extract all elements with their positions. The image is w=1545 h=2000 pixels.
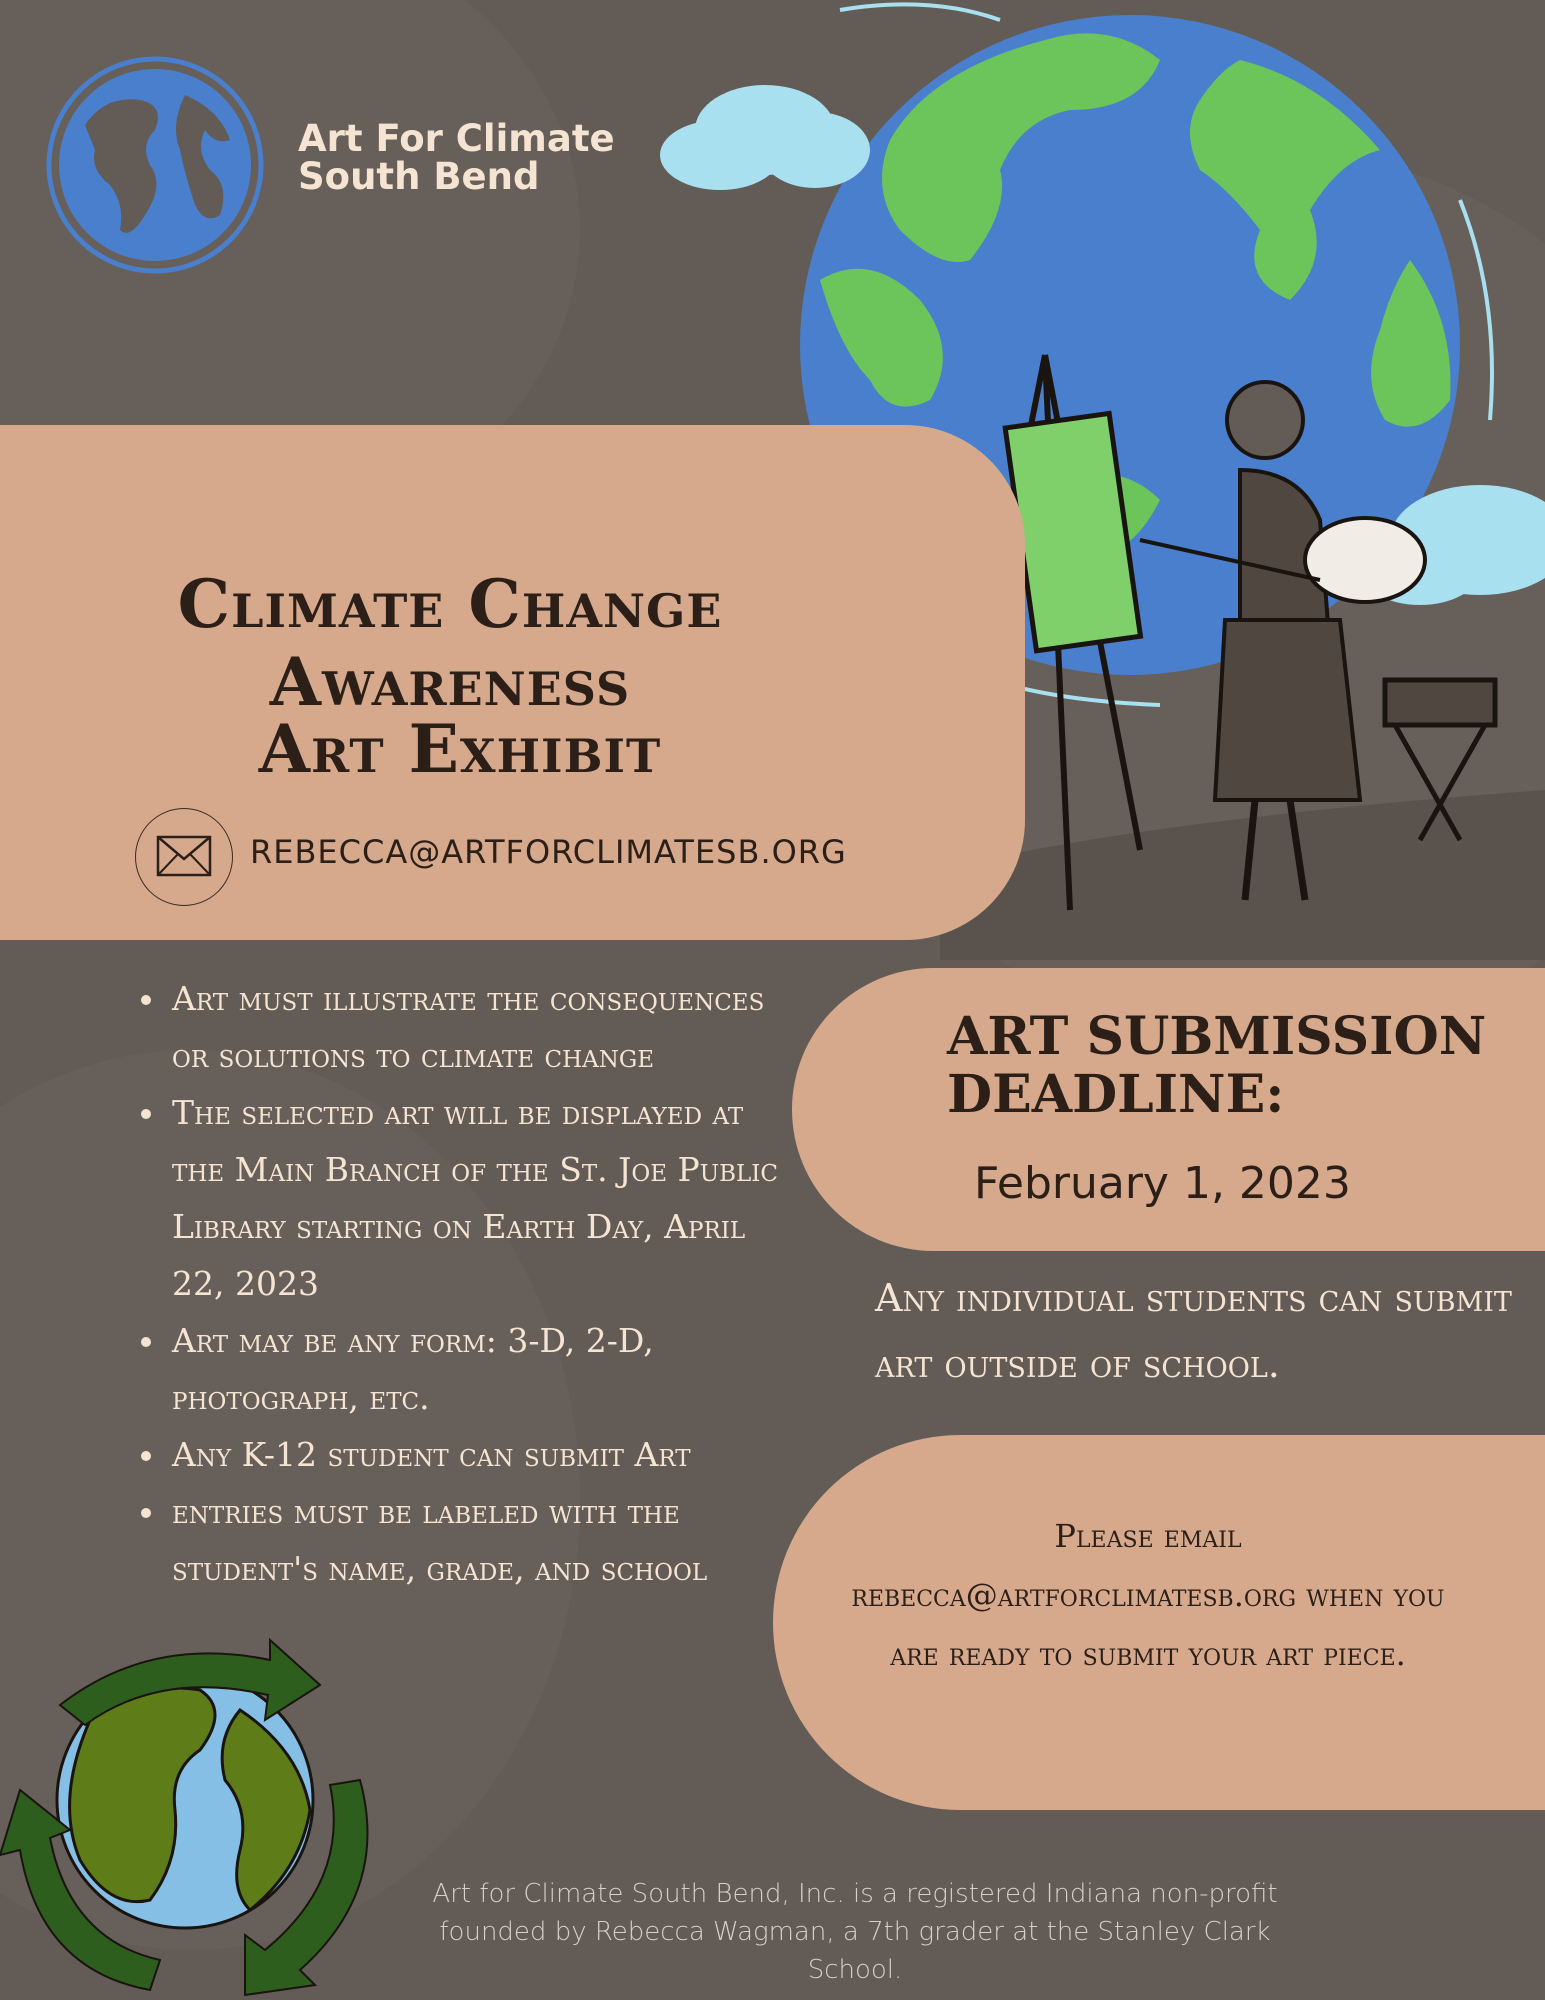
- event-subtitle: Art Exhibit: [258, 710, 662, 788]
- list-item: • The selected art will be displayed at the Main Branch of the St. Joe Public Library starting on Earth Day, April 22, 2023: [168, 1084, 788, 1312]
- globe-logo-icon: [45, 55, 265, 275]
- title-panel: [0, 425, 1025, 940]
- deadline-label: ART SUBMISSION DEADLINE:: [947, 1006, 1487, 1125]
- email-instructions: Please email rebecca@artforclimatesb.org when you are ready to submit your art piece.: [851, 1517, 1445, 1673]
- list-item: • Art may be any form: 3-D, 2-D, photograph, etc.: [168, 1312, 788, 1426]
- recycle-globe-icon: [0, 1610, 400, 2000]
- rules-list: [130, 970, 788, 1597]
- deadline-date: February 1, 2023: [974, 1158, 1351, 1209]
- envelope-icon: [135, 808, 233, 906]
- email-instructions-panel: [773, 1435, 1545, 1810]
- list-item: • Any K-12 student can submit Art: [168, 1426, 788, 1483]
- contact-email-link[interactable]: REBECCA@ARTFORCLIMATESB.ORG: [250, 833, 847, 871]
- event-title: Climate Change Awareness: [177, 565, 723, 721]
- footer-note: Art for Climate South Bend, Inc. is a registered Indiana non-profit founded by Rebecca Wagman, a 7th grader at the Stanley Clark School.: [432, 1879, 1278, 1985]
- list-item: • entries must be labeled with the student's name, grade, and school: [168, 1483, 788, 1597]
- org-name: Art For Climate South Bend: [298, 117, 615, 198]
- deadline-panel: [792, 968, 1545, 1251]
- eligibility-note: Any individual students can submit art outside of school.: [875, 1276, 1512, 1386]
- list-item: • Art must illustrate the consequences or solutions to climate change: [168, 970, 788, 1084]
